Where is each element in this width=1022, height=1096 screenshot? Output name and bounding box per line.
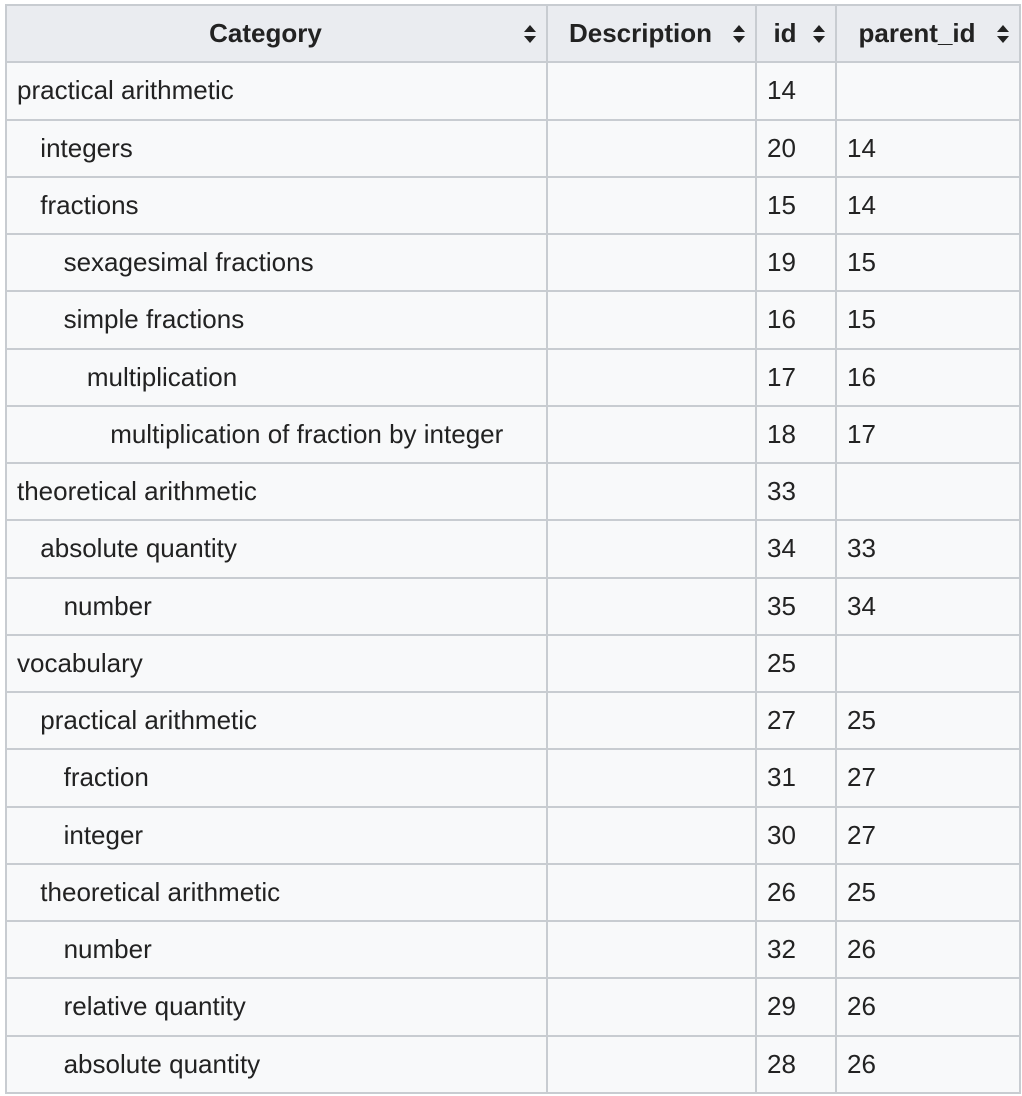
cell-description <box>547 520 756 577</box>
cell-description <box>547 120 756 177</box>
cell-parent-id <box>836 62 1020 119</box>
table-row <box>6 578 1020 635</box>
cell-id: 29 <box>756 978 836 1035</box>
table-row <box>6 406 1020 463</box>
cell-category: sexagesimal fractions <box>6 234 547 291</box>
cell-id: 17 <box>756 349 836 406</box>
column-header-label: Category <box>209 18 322 49</box>
cell-description <box>547 807 756 864</box>
cell-parent-id: 26 <box>836 978 1020 1035</box>
cell-id: 18 <box>756 406 836 463</box>
cell-category: integers <box>6 120 547 177</box>
table-row <box>6 291 1020 348</box>
cell-description <box>547 463 756 520</box>
cell-description <box>547 578 756 635</box>
cell-parent-id: 14 <box>836 177 1020 234</box>
table-row <box>6 692 1020 749</box>
cell-id: 31 <box>756 749 836 806</box>
cell-category: simple fractions <box>6 291 547 348</box>
cell-parent-id: 15 <box>836 234 1020 291</box>
column-header-id[interactable] <box>756 5 836 62</box>
column-header-label: Description <box>568 18 713 49</box>
cell-category: integer <box>6 807 547 864</box>
cell-id: 33 <box>756 463 836 520</box>
cell-category: fraction <box>6 749 547 806</box>
cell-parent-id: 34 <box>836 578 1020 635</box>
cell-parent-id: 17 <box>836 406 1020 463</box>
cell-description <box>547 291 756 348</box>
table-row <box>6 62 1020 119</box>
cell-id: 14 <box>756 62 836 119</box>
cell-description <box>547 921 756 978</box>
column-header-label: parent_id <box>858 18 976 49</box>
sort-updown-icon[interactable] <box>523 23 537 45</box>
cell-category: absolute quantity <box>6 520 547 577</box>
category-table <box>5 4 1021 1094</box>
cell-id: 19 <box>756 234 836 291</box>
cell-parent-id: 33 <box>836 520 1020 577</box>
cell-parent-id: 25 <box>836 692 1020 749</box>
table-row <box>6 749 1020 806</box>
cell-id: 25 <box>756 635 836 692</box>
cell-category: theoretical arithmetic <box>6 463 547 520</box>
cell-description <box>547 864 756 921</box>
cell-category: practical arithmetic <box>6 62 547 119</box>
cell-id: 27 <box>756 692 836 749</box>
cell-category: number <box>6 921 547 978</box>
table-row <box>6 635 1020 692</box>
cell-id: 35 <box>756 578 836 635</box>
column-header-category[interactable] <box>6 5 547 62</box>
cell-category: absolute quantity <box>6 1036 547 1093</box>
cell-parent-id <box>836 463 1020 520</box>
cell-id: 16 <box>756 291 836 348</box>
header-row <box>6 5 1020 62</box>
cell-parent-id: 27 <box>836 749 1020 806</box>
cell-id: 34 <box>756 520 836 577</box>
sort-updown-icon[interactable] <box>732 23 746 45</box>
cell-category: fractions <box>6 177 547 234</box>
sort-updown-icon[interactable] <box>812 23 826 45</box>
table-row <box>6 921 1020 978</box>
table-row <box>6 234 1020 291</box>
cell-description <box>547 635 756 692</box>
table-row <box>6 1036 1020 1093</box>
cell-category: number <box>6 578 547 635</box>
cell-category: theoretical arithmetic <box>6 864 547 921</box>
cell-id: 15 <box>756 177 836 234</box>
cell-category: vocabulary <box>6 635 547 692</box>
cell-parent-id: 25 <box>836 864 1020 921</box>
table-body <box>6 62 1020 1093</box>
cell-description <box>547 1036 756 1093</box>
table-row <box>6 520 1020 577</box>
cell-category: relative quantity <box>6 978 547 1035</box>
cell-description <box>547 406 756 463</box>
cell-category: practical arithmetic <box>6 692 547 749</box>
table-row <box>6 978 1020 1035</box>
cell-description <box>547 177 756 234</box>
cell-description <box>547 749 756 806</box>
cell-description <box>547 62 756 119</box>
cell-parent-id: 26 <box>836 921 1020 978</box>
cell-parent-id <box>836 635 1020 692</box>
cell-parent-id: 14 <box>836 120 1020 177</box>
cell-category: multiplication of fraction by integer <box>6 406 547 463</box>
column-header-description[interactable] <box>547 5 756 62</box>
cell-description <box>547 978 756 1035</box>
cell-id: 30 <box>756 807 836 864</box>
cell-category: multiplication <box>6 349 547 406</box>
cell-parent-id: 16 <box>836 349 1020 406</box>
cell-id: 20 <box>756 120 836 177</box>
cell-id: 32 <box>756 921 836 978</box>
table-row <box>6 349 1020 406</box>
table-row <box>6 864 1020 921</box>
cell-description <box>547 692 756 749</box>
cell-description <box>547 234 756 291</box>
cell-parent-id: 26 <box>836 1036 1020 1093</box>
column-header-parent-id[interactable] <box>836 5 1020 62</box>
sort-updown-icon[interactable] <box>996 23 1010 45</box>
cell-parent-id: 15 <box>836 291 1020 348</box>
cell-id: 26 <box>756 864 836 921</box>
table-row <box>6 807 1020 864</box>
column-header-label: id <box>773 18 797 49</box>
table-row <box>6 177 1020 234</box>
cell-id: 28 <box>756 1036 836 1093</box>
table-row <box>6 120 1020 177</box>
cell-description <box>547 349 756 406</box>
table-row <box>6 463 1020 520</box>
cell-parent-id: 27 <box>836 807 1020 864</box>
